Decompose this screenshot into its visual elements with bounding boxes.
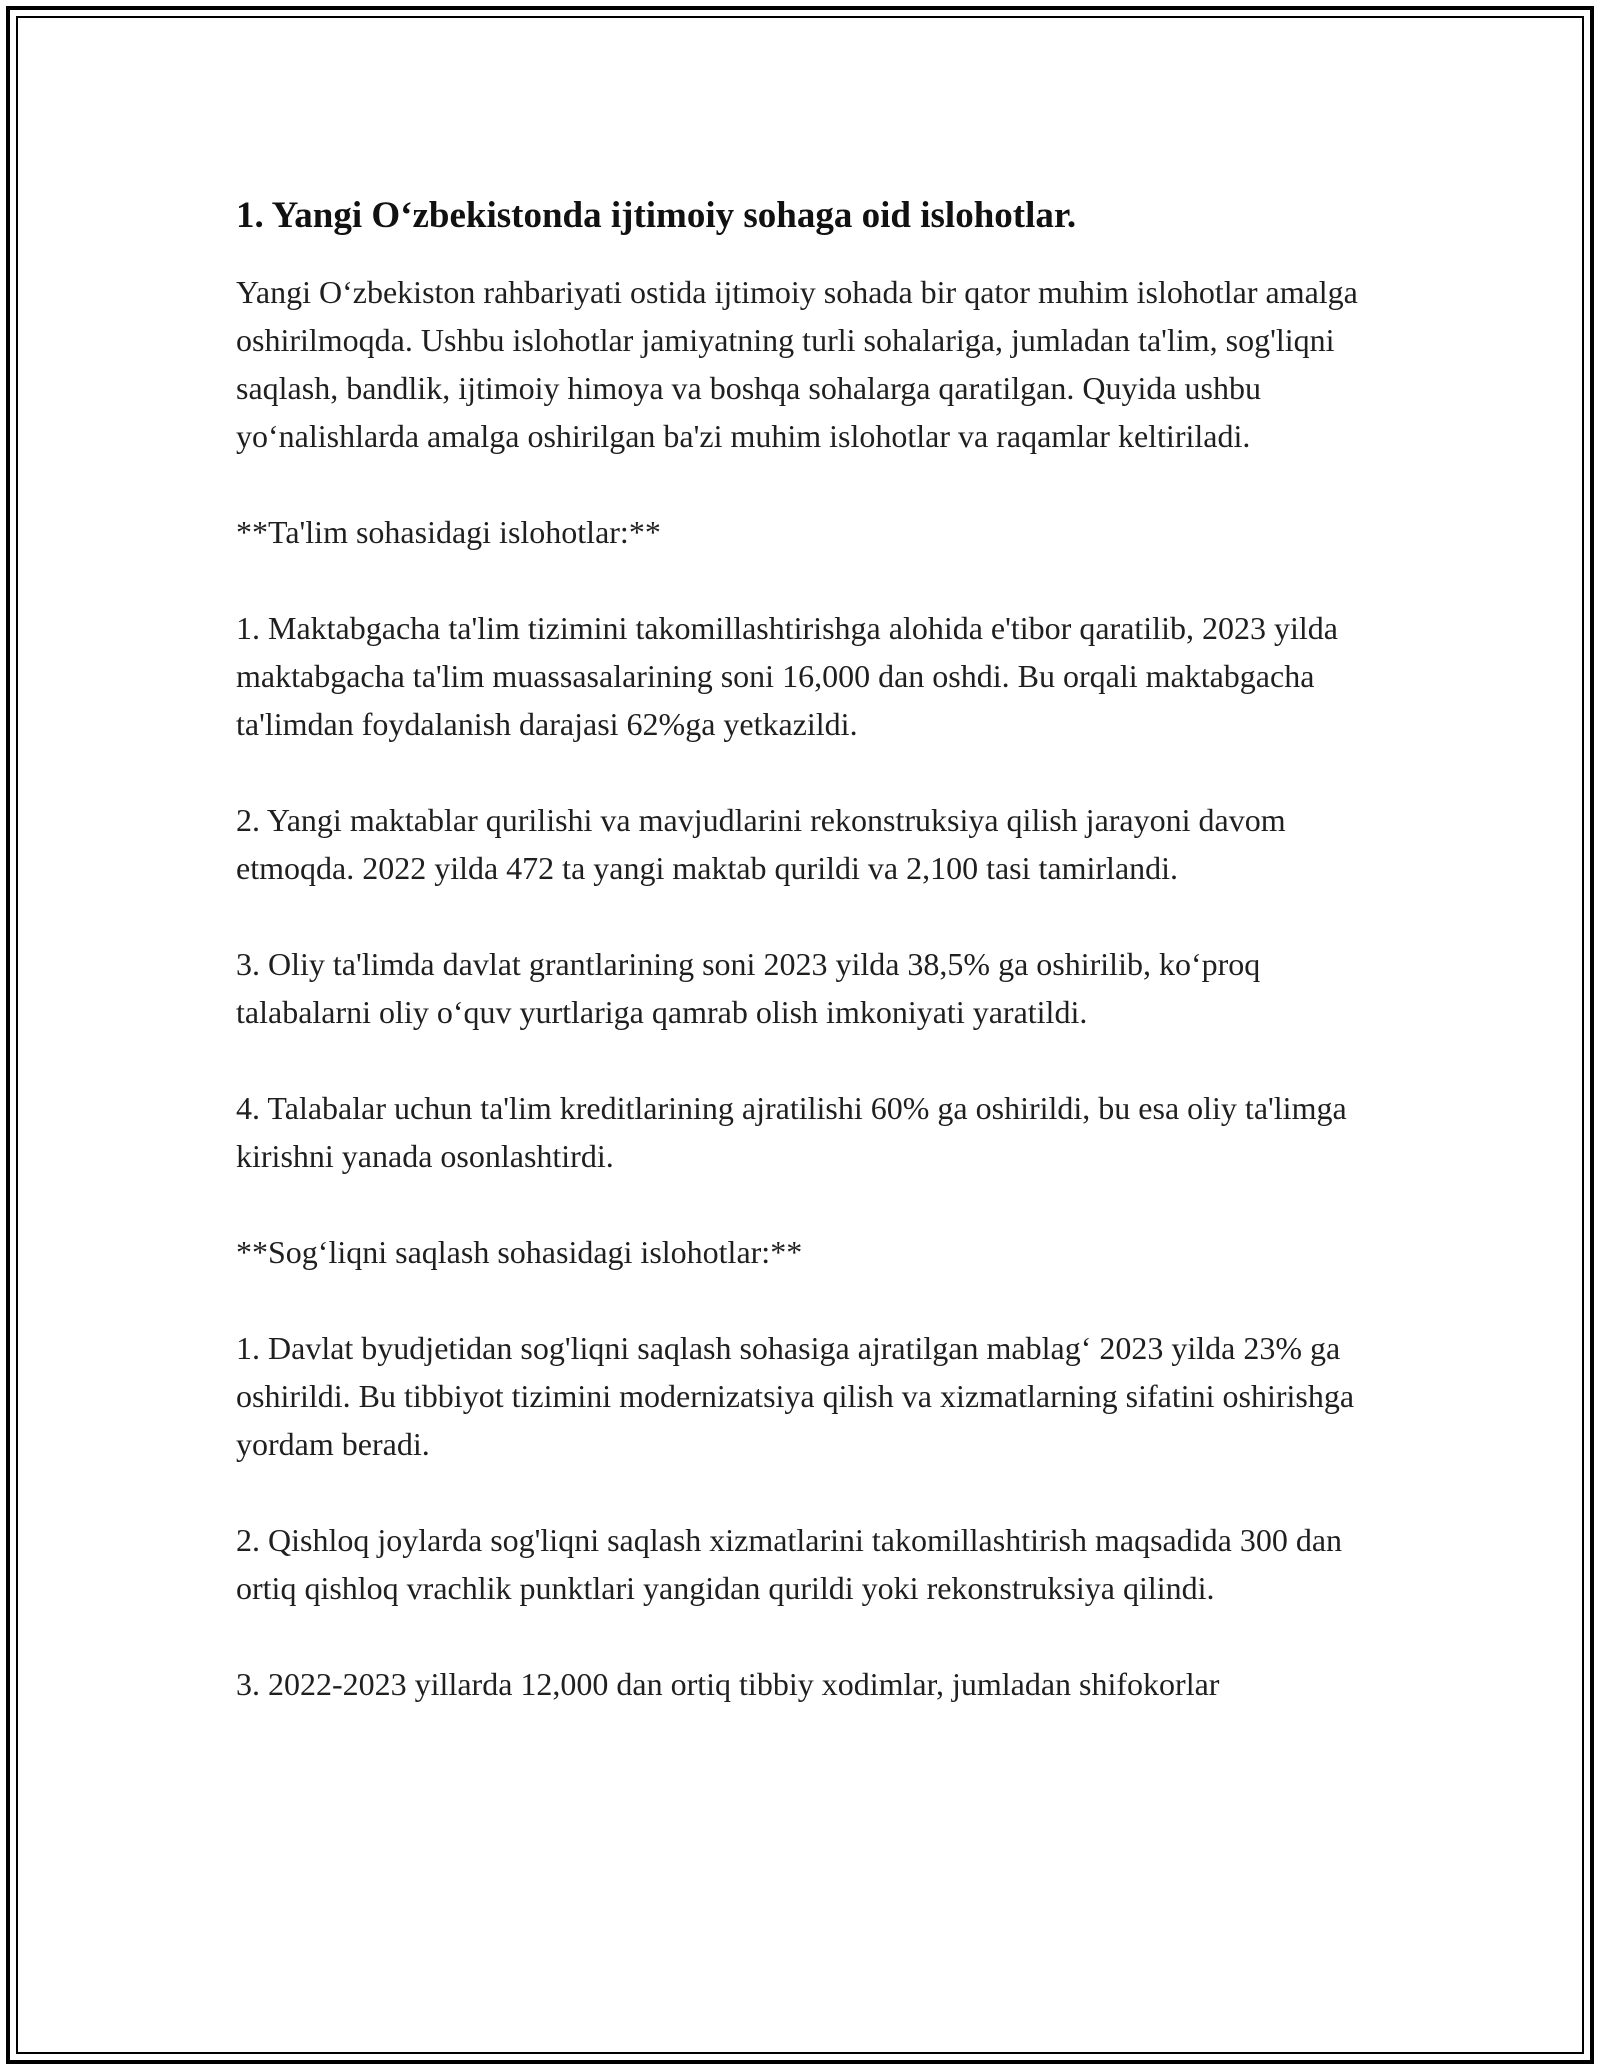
health-item-3: 3. 2022-2023 yillarda 12,000 dan ortiq tibbiy xodimlar, jumladan shifokorlar bbox=[236, 1666, 1220, 1702]
section-heading: 1. Yangi O‘zbekistonda ijtimoiy sohaga oid islohotlar. bbox=[236, 195, 1077, 236]
document-body bbox=[236, 186, 1376, 1756]
education-item-4: 4. Talabalar uchun ta'lim kreditlarining ajratilishi 60% ga oshirildi, bu esa oliy ta'limga kirishni yanada osonlashtirdi. bbox=[236, 1090, 1347, 1174]
education-subheading: **Ta'lim sohasidagi islohotlar:** bbox=[236, 514, 661, 550]
health-item-2: 2. Qishloq joylarda sog'liqni saqlash xizmatlarini takomillashtirish maqsadida 300 dan ortiq qishloq vrachlik punktlari yangidan qurildi yoki rekonstruksiya qilindi. bbox=[236, 1522, 1343, 1606]
education-item-3: 3. Oliy ta'limda davlat grantlarining soni 2023 yilda 38,5% ga oshirilib, ko‘proq talabalarni oliy o‘quv yurtlariga qamrab olish imkoniyati yaratildi. bbox=[236, 946, 1261, 1030]
health-subheading: **Sog‘liqni saqlash sohasidagi islohotlar:** bbox=[236, 1234, 803, 1270]
health-item-1: 1. Davlat byudjetidan sog'liqni saqlash sohasiga ajratilgan mablag‘ 2023 yilda 23% ga oshirildi. Bu tibbiyot tizimini modernizatsiya qilish va xizmatlarning sifatini oshirishga yordam beradi. bbox=[236, 1330, 1355, 1462]
education-item-2: 2. Yangi maktablar qurilishi va mavjudlarini rekonstruksiya qilish jarayoni davom etmoqda. 2022 yilda 472 ta yangi maktab qurildi va 2,100 tasi tamirlandi. bbox=[236, 802, 1286, 886]
education-item-1: 1. Maktabgacha ta'lim tizimini takomillashtirishga alohida e'tibor qaratilib, 2023 yilda maktabgacha ta'lim muassasalarining soni 16,000 dan oshdi. Bu orqali maktabgacha ta'limdan foydalanish darajasi 62%ga yetkazildi. bbox=[236, 610, 1338, 742]
intro-paragraph: Yangi O‘zbekiston rahbariyati ostida ijtimoiy sohada bir qator muhim islohotlar amalga oshirilmoqda. Ushbu islohotlar jamiyatning turli sohalariga, jumladan ta'lim, sog'liqni saqlash, bandlik, ijtimoiy himoya va boshqa sohalarga qaratilgan. Quyida ushbu yo‘nalishlarda amalga oshirilgan ba'zi muhim islohotlar va raqamlar keltiriladi. bbox=[236, 274, 1358, 454]
